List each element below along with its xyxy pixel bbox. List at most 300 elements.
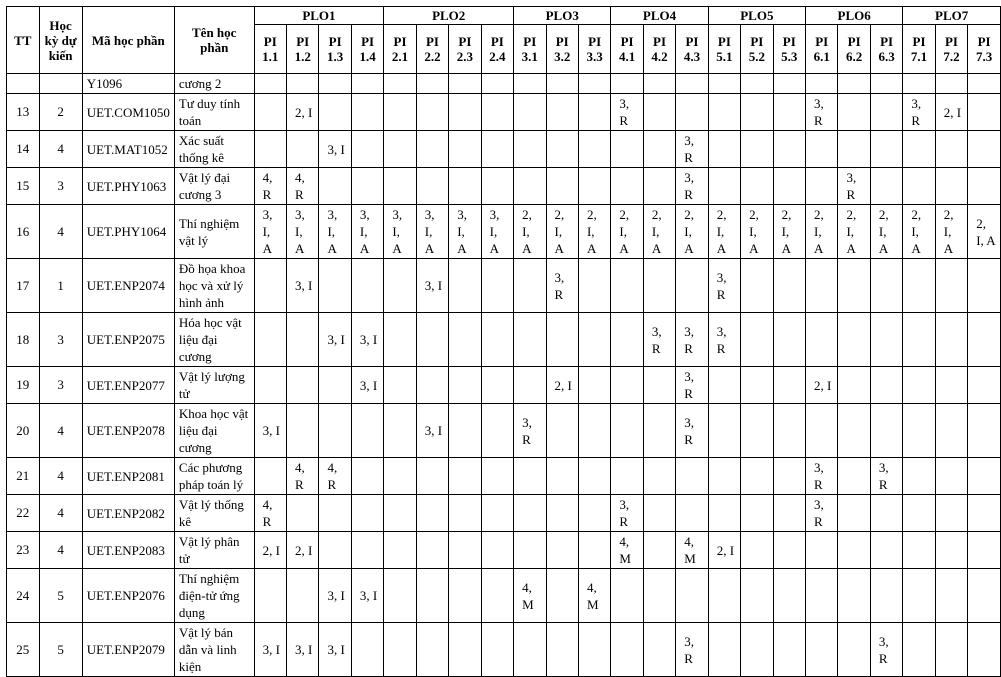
pi-cell	[578, 532, 610, 569]
row-course-code: UET.ENP2077	[82, 367, 174, 404]
pi-cell	[838, 569, 870, 623]
pi-cell	[287, 131, 319, 168]
pi-cell: 3, R	[676, 131, 708, 168]
pi-cell	[254, 131, 286, 168]
pi-cell	[578, 131, 610, 168]
pi-cell: 2, I, A	[968, 205, 1001, 259]
pi-cell: 3, R	[708, 259, 740, 313]
pi-cell	[254, 94, 286, 131]
pi-cell	[741, 367, 773, 404]
row-course-name: Thí nghiệm điện-tử ứng dụng	[174, 569, 254, 623]
pi-cell: 3, I	[416, 259, 448, 313]
pi-cell	[806, 623, 838, 677]
pi-cell	[773, 404, 805, 458]
header-pi: PI 6.1	[806, 25, 838, 74]
pi-cell: 3, I, A	[254, 205, 286, 259]
row-course-code: UET.ENP2083	[82, 532, 174, 569]
pi-cell	[514, 495, 546, 532]
pi-cell	[903, 623, 935, 677]
row-number: 14	[7, 131, 40, 168]
row-number	[7, 74, 40, 94]
pi-cell	[643, 131, 675, 168]
pi-cell	[578, 94, 610, 131]
pi-cell	[351, 495, 383, 532]
pi-cell	[968, 569, 1001, 623]
pi-cell	[903, 313, 935, 367]
pi-cell	[870, 74, 902, 94]
header-pi: PI 3.2	[546, 25, 578, 74]
pi-cell	[449, 532, 481, 569]
pi-cell	[935, 623, 967, 677]
row-course-name: Hóa học vật liệu đại cương	[174, 313, 254, 367]
pi-cell	[870, 259, 902, 313]
pi-cell	[968, 623, 1001, 677]
header-pi: PI 7.2	[935, 25, 967, 74]
pi-cell	[676, 74, 708, 94]
pi-cell: 4, R	[254, 168, 286, 205]
pi-cell	[806, 74, 838, 94]
pi-cell: 2, I	[287, 532, 319, 569]
pi-cell	[870, 404, 902, 458]
row-course-name: Các phương pháp toán lý	[174, 458, 254, 495]
row-number: 13	[7, 94, 40, 131]
table-row	[7, 367, 1001, 404]
header-plo2: PLO2	[384, 7, 514, 25]
row-number: 21	[7, 458, 40, 495]
pi-cell	[870, 131, 902, 168]
pi-cell	[351, 259, 383, 313]
pi-cell	[870, 367, 902, 404]
pi-cell	[708, 623, 740, 677]
pi-cell	[416, 94, 448, 131]
pi-cell	[578, 623, 610, 677]
pi-cell	[741, 259, 773, 313]
table-row	[7, 313, 1001, 367]
header-semester: Học kỳ dự kiến	[39, 7, 82, 74]
pi-cell: 2, I, A	[741, 205, 773, 259]
pi-cell	[903, 131, 935, 168]
pi-cell	[968, 532, 1001, 569]
pi-cell	[254, 569, 286, 623]
pi-cell	[935, 259, 967, 313]
pi-cell: 3, R	[708, 313, 740, 367]
pi-cell: 4, R	[287, 168, 319, 205]
pi-cell: 2, I, A	[838, 205, 870, 259]
pi-cell	[384, 532, 416, 569]
pi-cell	[546, 458, 578, 495]
pi-cell	[935, 74, 967, 94]
pi-cell: 2, I, A	[643, 205, 675, 259]
pi-cell	[708, 495, 740, 532]
row-course-name: Vật lý đại cương 3	[174, 168, 254, 205]
pi-cell	[806, 532, 838, 569]
pi-cell	[708, 569, 740, 623]
pi-cell	[351, 74, 383, 94]
row-semester: 4	[39, 131, 82, 168]
table-row	[7, 94, 1001, 131]
pi-cell	[806, 259, 838, 313]
pi-cell	[773, 259, 805, 313]
header-plo6: PLO6	[806, 7, 903, 25]
pi-cell	[351, 404, 383, 458]
header-pi: PI 4.2	[643, 25, 675, 74]
pi-cell: 3, I	[351, 569, 383, 623]
pi-cell	[611, 404, 643, 458]
row-course-code: UET.ENP2082	[82, 495, 174, 532]
pi-cell	[903, 367, 935, 404]
pi-cell	[254, 367, 286, 404]
pi-cell	[546, 131, 578, 168]
pi-cell	[319, 367, 351, 404]
pi-cell	[935, 168, 967, 205]
row-course-code: UET.ENP2074	[82, 259, 174, 313]
pi-cell	[546, 495, 578, 532]
pi-cell	[514, 259, 546, 313]
pi-cell: 3, R	[611, 94, 643, 131]
pi-cell	[319, 94, 351, 131]
pi-cell	[741, 168, 773, 205]
pi-cell	[806, 168, 838, 205]
pi-cell: 3, I	[351, 313, 383, 367]
pi-cell	[968, 495, 1001, 532]
pi-cell	[611, 131, 643, 168]
pi-cell	[578, 458, 610, 495]
pi-cell	[351, 168, 383, 205]
header-pi: PI 5.3	[773, 25, 805, 74]
pi-cell	[676, 259, 708, 313]
row-course-code: Y1096	[82, 74, 174, 94]
pi-cell	[416, 495, 448, 532]
pi-cell: 4, M	[578, 569, 610, 623]
pi-cell	[254, 74, 286, 94]
row-number: 22	[7, 495, 40, 532]
table-row	[7, 74, 1001, 94]
pi-cell	[741, 131, 773, 168]
table-row	[7, 623, 1001, 677]
pi-cell: 4, M	[514, 569, 546, 623]
pi-cell: 3, R	[806, 495, 838, 532]
pi-cell: 4, R	[319, 458, 351, 495]
pi-cell: 3, I, A	[481, 205, 513, 259]
pi-cell	[546, 313, 578, 367]
row-course-code: UET.ENP2081	[82, 458, 174, 495]
pi-cell	[578, 168, 610, 205]
pi-cell	[416, 168, 448, 205]
pi-cell	[481, 313, 513, 367]
pi-cell	[838, 259, 870, 313]
pi-cell	[254, 259, 286, 313]
row-semester: 4	[39, 205, 82, 259]
pi-cell	[287, 569, 319, 623]
pi-cell	[319, 532, 351, 569]
pi-cell: 2, I, A	[870, 205, 902, 259]
table-row	[7, 458, 1001, 495]
header-course-code: Mã học phần	[82, 7, 174, 74]
pi-cell	[773, 367, 805, 404]
pi-cell	[481, 259, 513, 313]
pi-cell	[416, 74, 448, 94]
pi-cell: 4, M	[676, 532, 708, 569]
pi-cell	[514, 131, 546, 168]
pi-cell	[481, 168, 513, 205]
table-row	[7, 569, 1001, 623]
pi-cell	[708, 168, 740, 205]
pi-cell	[968, 458, 1001, 495]
row-course-name: Đồ họa khoa học và xử lý hình ảnh	[174, 259, 254, 313]
pi-cell	[903, 532, 935, 569]
pi-cell: 3, R	[806, 458, 838, 495]
row-course-code: UET.MAT1052	[82, 131, 174, 168]
pi-cell: 3, I	[319, 569, 351, 623]
pi-cell	[449, 131, 481, 168]
header-pi: PI 4.3	[676, 25, 708, 74]
pi-cell	[643, 367, 675, 404]
pi-cell	[546, 404, 578, 458]
pi-cell	[384, 367, 416, 404]
header-plo1: PLO1	[254, 7, 384, 25]
pi-cell: 2, I	[287, 94, 319, 131]
pi-cell	[838, 623, 870, 677]
pi-cell	[384, 74, 416, 94]
pi-cell	[643, 623, 675, 677]
pi-cell	[935, 313, 967, 367]
row-number: 17	[7, 259, 40, 313]
pi-cell	[773, 74, 805, 94]
pi-cell	[903, 458, 935, 495]
pi-cell	[968, 259, 1001, 313]
pi-cell	[578, 313, 610, 367]
pi-cell	[416, 623, 448, 677]
pi-cell	[838, 131, 870, 168]
pi-cell	[611, 569, 643, 623]
header-pi: PI 1.1	[254, 25, 286, 74]
pi-cell: 3, I, A	[384, 205, 416, 259]
pi-cell	[806, 131, 838, 168]
pi-cell	[481, 458, 513, 495]
pi-cell: 2, I, A	[578, 205, 610, 259]
plo-mapping-table	[6, 6, 1001, 677]
pi-cell: 2, I	[935, 94, 967, 131]
pi-cell	[968, 74, 1001, 94]
pi-cell	[968, 313, 1001, 367]
pi-cell	[384, 458, 416, 495]
pi-cell	[708, 404, 740, 458]
pi-cell	[254, 313, 286, 367]
pi-cell	[319, 404, 351, 458]
pi-cell: 3, I, A	[416, 205, 448, 259]
pi-cell	[481, 367, 513, 404]
pi-cell	[319, 74, 351, 94]
pi-cell	[611, 74, 643, 94]
pi-cell: 3, I, A	[351, 205, 383, 259]
pi-cell	[287, 367, 319, 404]
pi-cell: 3, R	[676, 313, 708, 367]
pi-cell: 2, I, A	[806, 205, 838, 259]
pi-cell: 2, I, A	[676, 205, 708, 259]
pi-cell	[546, 74, 578, 94]
pi-cell: 4, R	[287, 458, 319, 495]
row-semester: 5	[39, 569, 82, 623]
row-course-code: UET.ENP2079	[82, 623, 174, 677]
row-course-name: Vật lý phân tử	[174, 532, 254, 569]
pi-cell: 3, I	[319, 131, 351, 168]
header-plo4: PLO4	[611, 7, 708, 25]
header-pi: PI 2.4	[481, 25, 513, 74]
pi-cell	[741, 532, 773, 569]
row-number: 24	[7, 569, 40, 623]
pi-cell	[611, 623, 643, 677]
table-row	[7, 532, 1001, 569]
header-row-plo	[7, 7, 1001, 25]
table-header	[7, 7, 1001, 74]
row-semester: 4	[39, 495, 82, 532]
pi-cell	[903, 259, 935, 313]
pi-cell	[481, 623, 513, 677]
pi-cell	[806, 404, 838, 458]
pi-cell	[611, 367, 643, 404]
pi-cell: 2, I	[806, 367, 838, 404]
pi-cell	[449, 623, 481, 677]
pi-cell	[481, 532, 513, 569]
pi-cell	[416, 458, 448, 495]
pi-cell	[741, 569, 773, 623]
header-pi: PI 4.1	[611, 25, 643, 74]
pi-cell	[611, 458, 643, 495]
pi-cell	[578, 404, 610, 458]
pi-cell	[903, 495, 935, 532]
pi-cell	[578, 367, 610, 404]
pi-cell: 3, R	[643, 313, 675, 367]
row-course-code: UET.PHY1063	[82, 168, 174, 205]
pi-cell	[708, 74, 740, 94]
row-course-name: Xác suất thống kê	[174, 131, 254, 168]
header-pi: PI 2.1	[384, 25, 416, 74]
pi-cell	[741, 74, 773, 94]
pi-cell	[351, 131, 383, 168]
pi-cell	[773, 458, 805, 495]
header-pi: PI 1.3	[319, 25, 351, 74]
pi-cell: 3, R	[546, 259, 578, 313]
pi-cell	[838, 367, 870, 404]
pi-cell	[676, 94, 708, 131]
header-pi: PI 1.2	[287, 25, 319, 74]
pi-cell	[546, 569, 578, 623]
pi-cell: 3, R	[806, 94, 838, 131]
pi-cell: 3, I	[319, 313, 351, 367]
pi-cell	[449, 367, 481, 404]
pi-cell	[643, 168, 675, 205]
pi-cell	[708, 367, 740, 404]
pi-cell	[870, 168, 902, 205]
pi-cell	[449, 569, 481, 623]
pi-cell	[514, 458, 546, 495]
pi-cell	[351, 94, 383, 131]
pi-cell	[935, 495, 967, 532]
row-semester	[39, 74, 82, 94]
pi-cell: 3, R	[903, 94, 935, 131]
table-row	[7, 205, 1001, 259]
pi-cell	[935, 404, 967, 458]
pi-cell: 3, I	[319, 623, 351, 677]
header-course-name: Tên học phần	[174, 7, 254, 74]
pi-cell	[643, 94, 675, 131]
table-row	[7, 131, 1001, 168]
pi-cell	[838, 458, 870, 495]
pi-cell	[416, 131, 448, 168]
row-course-name: Tư duy tính toán	[174, 94, 254, 131]
row-semester: 3	[39, 313, 82, 367]
pi-cell	[384, 404, 416, 458]
pi-cell	[449, 313, 481, 367]
pi-cell	[546, 532, 578, 569]
pi-cell	[449, 495, 481, 532]
header-pi: PI 6.3	[870, 25, 902, 74]
pi-cell	[838, 94, 870, 131]
pi-cell	[643, 569, 675, 623]
pi-cell	[449, 458, 481, 495]
pi-cell	[643, 495, 675, 532]
pi-cell	[384, 94, 416, 131]
row-number: 18	[7, 313, 40, 367]
pi-cell: 3, R	[870, 623, 902, 677]
pi-cell: 2, I, A	[903, 205, 935, 259]
pi-cell	[741, 404, 773, 458]
pi-cell	[708, 94, 740, 131]
pi-cell: 3, R	[611, 495, 643, 532]
pi-cell	[287, 495, 319, 532]
pi-cell	[319, 495, 351, 532]
row-semester: 1	[39, 259, 82, 313]
row-number: 19	[7, 367, 40, 404]
header-pi: PI 5.1	[708, 25, 740, 74]
row-number: 15	[7, 168, 40, 205]
pi-cell	[351, 532, 383, 569]
pi-cell: 3, I, A	[449, 205, 481, 259]
pi-cell	[935, 458, 967, 495]
pi-cell	[741, 313, 773, 367]
pi-cell	[968, 404, 1001, 458]
pi-cell	[741, 458, 773, 495]
header-plo3: PLO3	[514, 7, 611, 25]
row-semester: 3	[39, 367, 82, 404]
pi-cell	[449, 74, 481, 94]
pi-cell: 2, I, A	[611, 205, 643, 259]
pi-cell: 2, I, A	[514, 205, 546, 259]
pi-cell	[384, 569, 416, 623]
pi-cell: 4, M	[611, 532, 643, 569]
row-course-code: UET.ENP2075	[82, 313, 174, 367]
pi-cell	[481, 569, 513, 623]
pi-cell	[287, 404, 319, 458]
pi-cell	[643, 74, 675, 94]
pi-cell	[643, 532, 675, 569]
pi-cell	[773, 94, 805, 131]
header-pi: PI 3.3	[578, 25, 610, 74]
pi-cell	[416, 313, 448, 367]
pi-cell	[546, 168, 578, 205]
table-row	[7, 495, 1001, 532]
pi-cell	[578, 259, 610, 313]
header-pi: PI 3.1	[514, 25, 546, 74]
pi-cell	[676, 458, 708, 495]
row-semester: 4	[39, 404, 82, 458]
pi-cell	[254, 458, 286, 495]
pi-cell	[481, 131, 513, 168]
row-semester: 3	[39, 168, 82, 205]
header-plo5: PLO5	[708, 7, 805, 25]
pi-cell	[838, 404, 870, 458]
pi-cell	[773, 495, 805, 532]
